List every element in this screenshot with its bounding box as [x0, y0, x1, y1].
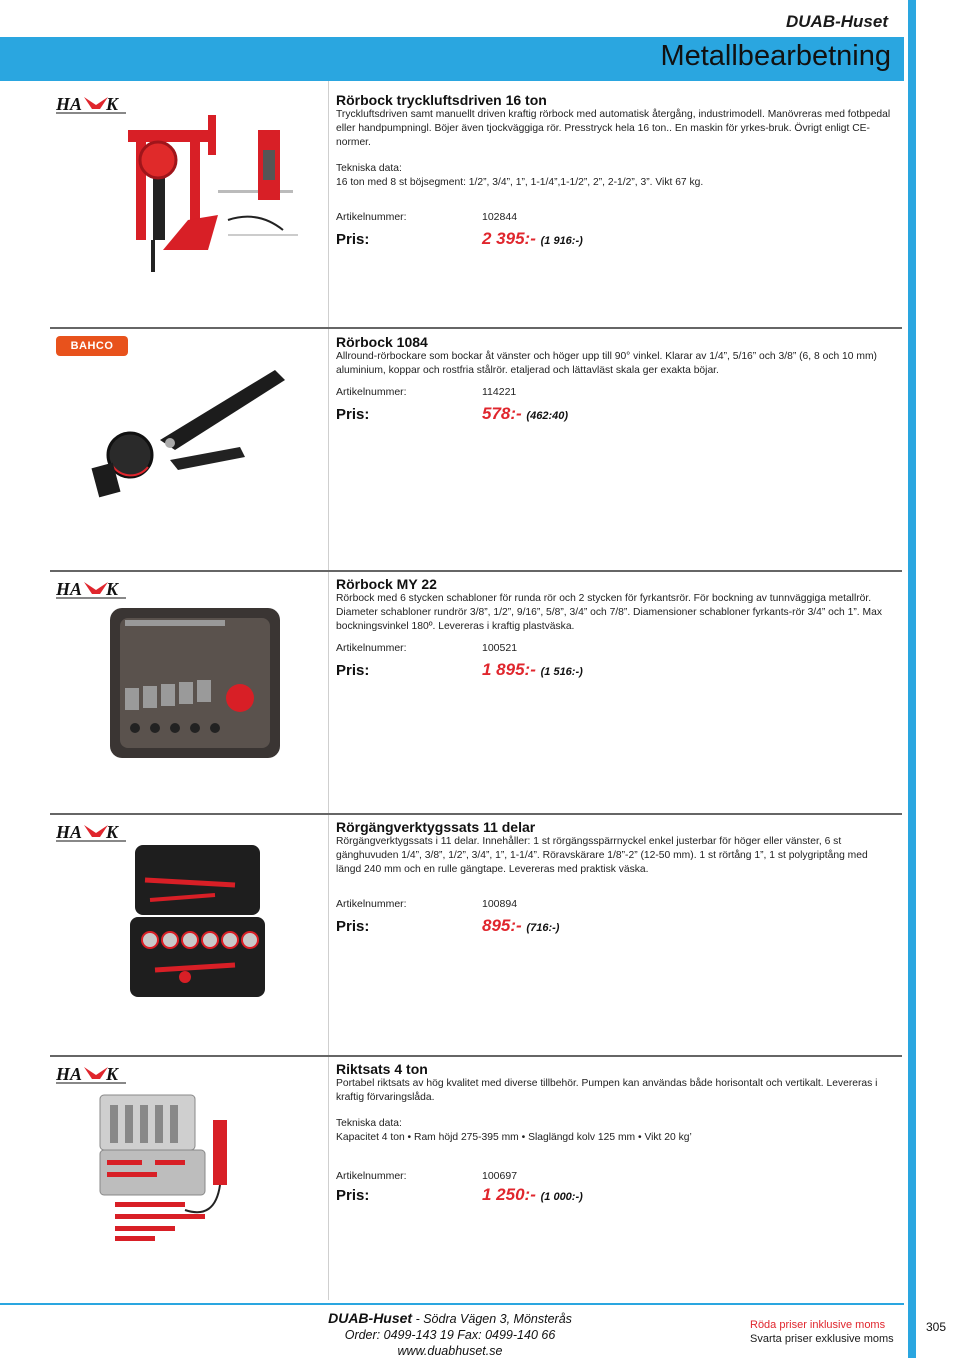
- tech-label: Tekniska data:: [336, 1118, 402, 1129]
- hawk-logo: [56, 578, 128, 600]
- price: [482, 229, 583, 249]
- product-description: Tryckluftsdriven samt manuellt driven kraftig rörbock med automatisk återgång, industrimodell. Manövreras med fotbpedal eller handpumpningl. Böjer även tjockväggiga rör. Presstryck hela 16 ton.. En maskin för yrkes-bruk. Övrigt enligt CE-normer.: [336, 109, 891, 148]
- svg-text:K: K: [106, 579, 119, 599]
- price-incl-vat: 1 250:-: [482, 1185, 536, 1204]
- pneumatic-pipe-bender-image: [108, 110, 303, 275]
- price-excl-vat: (1 000:-): [540, 1191, 583, 1203]
- price: [482, 916, 559, 936]
- art-label: Artikelnummer:: [336, 642, 407, 654]
- legend-black: Svarta priser exklusive moms: [750, 1333, 894, 1345]
- section-divider: [50, 813, 902, 815]
- art-number: 100894: [482, 898, 518, 910]
- footer-brand: DUAB-Huset: [328, 1310, 413, 1326]
- product-title: Riktsats 4 ton: [336, 1061, 428, 1077]
- product-description: Portabel riktsats av hög kvalitet med diverse tillbehör. Pumpen kan användas både horisontalt och vertikalt. Levereras i kraftig förvaringslåda.: [336, 1078, 878, 1103]
- column-divider: [328, 81, 329, 1300]
- section-divider: [50, 327, 902, 329]
- svg-text:K: K: [106, 94, 119, 114]
- body-repair-kit-image: [95, 1090, 260, 1245]
- footer-web[interactable]: www.duabhuset.se: [397, 1344, 503, 1358]
- footer-contact: [300, 1310, 600, 1359]
- threading-kit-case-image: [125, 845, 270, 1000]
- art-number: 114221: [482, 386, 517, 398]
- price-label: Pris:: [336, 231, 370, 248]
- svg-text:HA: HA: [56, 822, 83, 842]
- art-number: 100521: [482, 642, 518, 654]
- bender-kit-case-image: [105, 598, 285, 763]
- art-label: Artikelnummer:: [336, 386, 407, 398]
- hawk-logo: [56, 1063, 128, 1085]
- header-brand: DUAB-Huset: [786, 12, 888, 31]
- price-excl-vat: (716:-): [526, 922, 560, 934]
- page-title: Metallbearbetning: [660, 40, 891, 72]
- tech-data: 16 ton med 8 st böjsegment: 1/2”, 3/4”, 1”, 1-1/4”,1-1/2”, 2”, 2-1/2”, 3”. Vikt 67 kg.: [336, 177, 704, 188]
- price: [482, 404, 568, 424]
- art-label: Artikelnummer:: [336, 898, 407, 910]
- art-label: Artikelnummer:: [336, 211, 407, 223]
- hawk-logo: [56, 821, 128, 843]
- price: [482, 660, 583, 680]
- price-label: Pris:: [336, 918, 370, 935]
- footer-divider: [0, 1303, 904, 1305]
- tech-data: Kapacitet 4 ton • Ram höjd 275-395 mm • Slaglängd kolv 125 mm • Vikt 20 kg’: [336, 1132, 692, 1143]
- price: [482, 1185, 583, 1205]
- price-excl-vat: (1 516:-): [540, 666, 583, 678]
- legend-red: Röda priser inklusive moms: [750, 1319, 886, 1331]
- product-description: Rörbock med 6 stycken schabloner för runda rör och 2 stycken för fyrkantsrör. För bockning av tunnväggiga metallrör. Diameter schabloner rundrör 3/8”, 1/2”, 9/16”, 5/8”, 3/4” och 7/8”. Diamensioner schabloner fyrkants-rör 3/4” och 1”. Max bockningsvinkel 180º. Levereras i kraftig plastväska.: [336, 593, 882, 632]
- price-incl-vat: 895:-: [482, 916, 522, 935]
- tech-label: Tekniska data:: [336, 163, 402, 174]
- art-label: Artikelnummer:: [336, 1170, 407, 1182]
- bahco-logo: BAHCO: [56, 336, 128, 356]
- price-excl-vat: (462:40): [526, 410, 568, 422]
- footer-address: - Södra Vägen 3, Mönsterås: [412, 1312, 572, 1326]
- product-description: Rörgängverktygssats i 11 delar. Innehåller: 1 st rörgängsspärrnyckel enkel justerbar för höger eller vänster, 6 st gänghuvuden 1/4”, 3/8”, 1/2”, 3/4”, 1”, 1-1/4”. Röravskärare 1/8”-2” (12-50 mm). 1 st rörtång 1”, 1 st polygriptång med längd 240 mm och en rulle gängtape. Levereras med praktisk väska.: [336, 836, 868, 875]
- price-legend: [750, 1318, 894, 1346]
- price-label: Pris:: [336, 406, 370, 423]
- price-incl-vat: 2 395:-: [482, 229, 536, 248]
- side-strip: [908, 0, 916, 1358]
- svg-text:K: K: [106, 822, 119, 842]
- price-incl-vat: 578:-: [482, 404, 522, 423]
- product-description: Allround-rörbockare som bockar åt vänster och höger upp till 90° vinkel. Klarar av 1/4”, 5/16” och 3/8” (6, 8 och 10 mm) aluminium, koppar och rostfria stålrör. etaljerad och lättavläst skala ger exakta böjar.: [336, 351, 877, 376]
- art-number: 100697: [482, 1170, 518, 1182]
- svg-text:HA: HA: [56, 94, 83, 114]
- price-label: Pris:: [336, 1187, 370, 1204]
- svg-text:K: K: [106, 1064, 119, 1084]
- product-title: Rörbock tryckluftsdriven 16 ton: [336, 92, 547, 108]
- page-number: 305: [925, 1320, 946, 1334]
- price-incl-vat: 1 895:-: [482, 660, 536, 679]
- svg-text:HA: HA: [56, 1064, 83, 1084]
- product-title: Rörbock MY 22: [336, 576, 437, 592]
- hand-pipe-bender-image: [90, 365, 290, 505]
- product-title: Rörgängverktygssats 11 delar: [336, 819, 536, 835]
- price-excl-vat: (1 916:-): [540, 235, 583, 247]
- svg-text:HA: HA: [56, 579, 83, 599]
- price-label: Pris:: [336, 662, 370, 679]
- section-divider: [50, 570, 902, 572]
- art-number: 102844: [482, 211, 518, 223]
- footer-order: Order: 0499-143 19 Fax: 0499-140 66: [344, 1328, 556, 1342]
- section-divider: [50, 1055, 902, 1057]
- product-title: Rörbock 1084: [336, 334, 428, 350]
